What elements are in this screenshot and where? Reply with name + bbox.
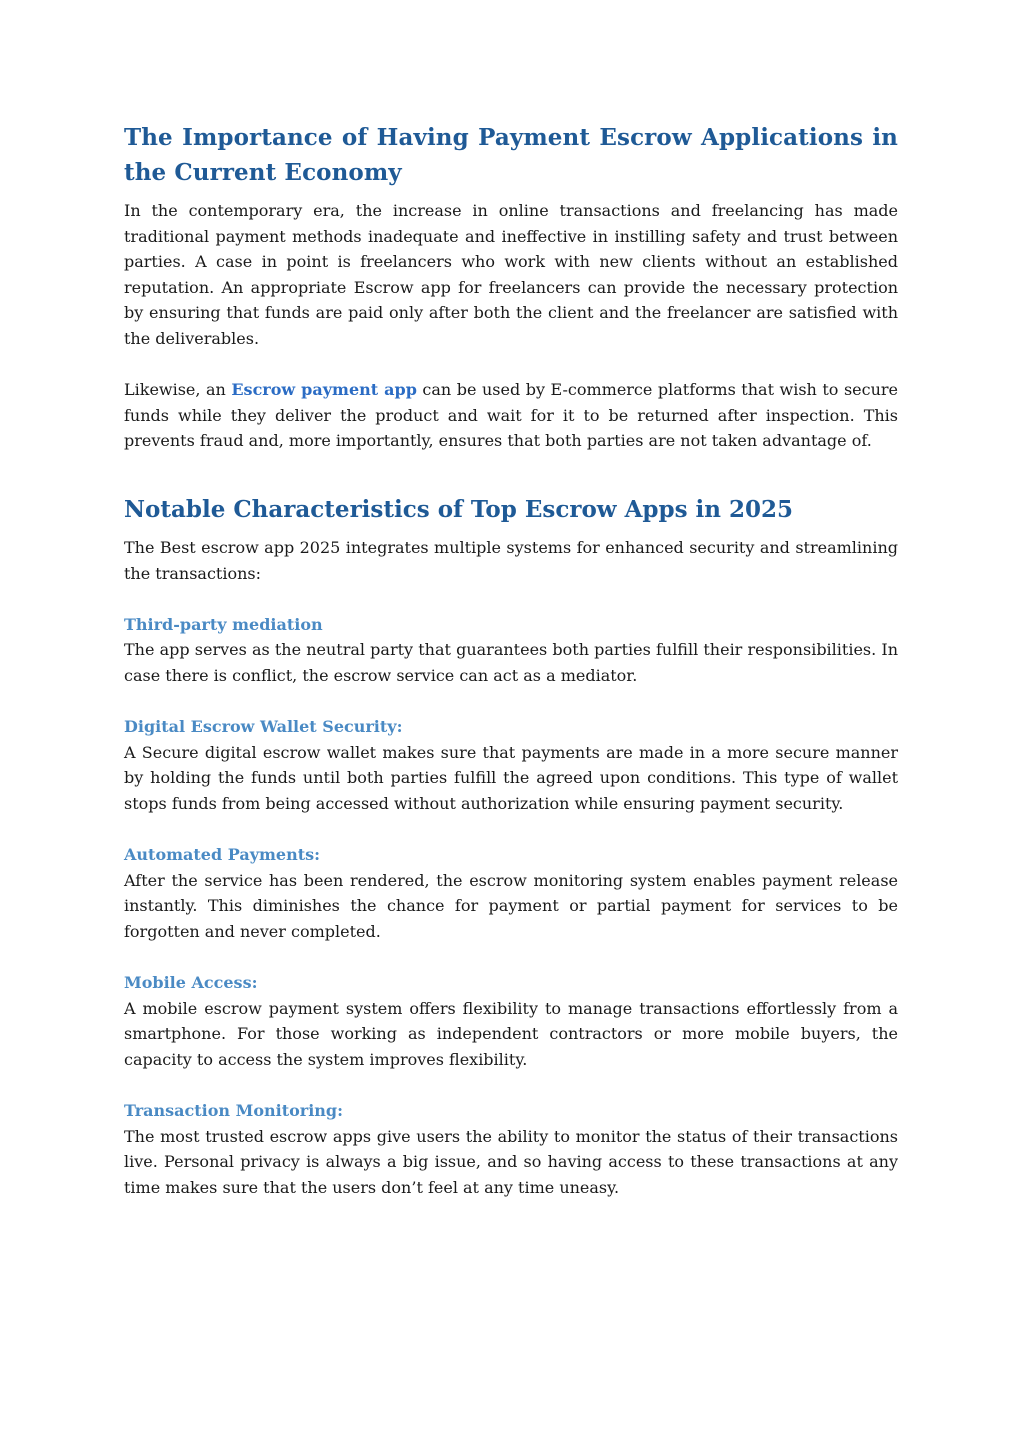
paragraph-ecommerce [124,377,898,454]
feature-heading-mobile-access: Mobile Access: [124,973,258,993]
feature-text-wallet-security: A Secure digital escrow wallet makes sure that payments are made in a more secure manner by holding the funds until both parties fulfill the agreed upon conditions. This type of wallet stops funds from being accessed without authorization while ensuring payment security. [124,742,898,813]
feature-text-mediation: The app serves as the neutral party that guarantees both parties fulfill their responsibilities. In case there is conflict, the escrow service can act as a mediator. [124,640,898,685]
section-title-characteristics: Notable Characteristics of Top Escrow Apps in 2025 [124,495,794,523]
paragraph-ecommerce-lead: Likewise, an [124,380,232,400]
paragraph-freelancers: In the contemporary era, the increase in online transactions and freelancing has made traditional payment methods inadequate and ineffective in instilling safety and trust between parties. A case in point is freelancers who work with new clients without an established reputation. An appropriate Escrow app for freelancers can provide the necessary protection by ensuring that funds are paid only after both the client and the freelancer are satisfied with the deliverables. [124,201,898,348]
section-title-importance: The Importance of Having Payment Escrow Applications in the Current Economy [124,124,898,186]
paragraph-ecommerce-rest: can be used by E-commerce platforms that wish to secure funds while they deliver the product and wait for it to be returned after inspection. This prevents fraud and, more importantly, ensures that both parties are not taken advantage of. [124,380,899,451]
feature-heading-automated-payments: Automated Payments: [124,845,321,865]
feature-text-transaction-monitoring: The most trusted escrow apps give users the ability to monitor the status of their transactions live. Personal privacy is always a big issue, and so having access to these transactions at any time makes sure that the users don’t feel at any time uneasy. [124,1126,898,1197]
paragraph-intro: The Best escrow app 2025 integrates multiple systems for enhanced security and streamlining the transactions: [124,537,898,583]
escrow-payment-app-link[interactable]: Escrow payment app [231,380,417,400]
feature-heading-transaction-monitoring: Transaction Monitoring: [124,1101,344,1120]
feature-text-automated-payments: After the service has been rendered, the escrow monitoring system enables payment release instantly. This diminishes the chance for payment or partial payment for services to be forgotten and never completed. [124,870,898,941]
feature-heading-wallet-security: Digital Escrow Wallet Security: [124,717,403,737]
feature-text-mobile-access: A mobile escrow payment system offers flexibility to manage transactions effortlessly from a smartphone. For those working as independent contractors or more mobile buyers, the capacity to access the system improves flexibility. [124,998,898,1069]
feature-heading-mediation: Third-party mediation [124,614,323,634]
document-page [124,120,898,1200]
